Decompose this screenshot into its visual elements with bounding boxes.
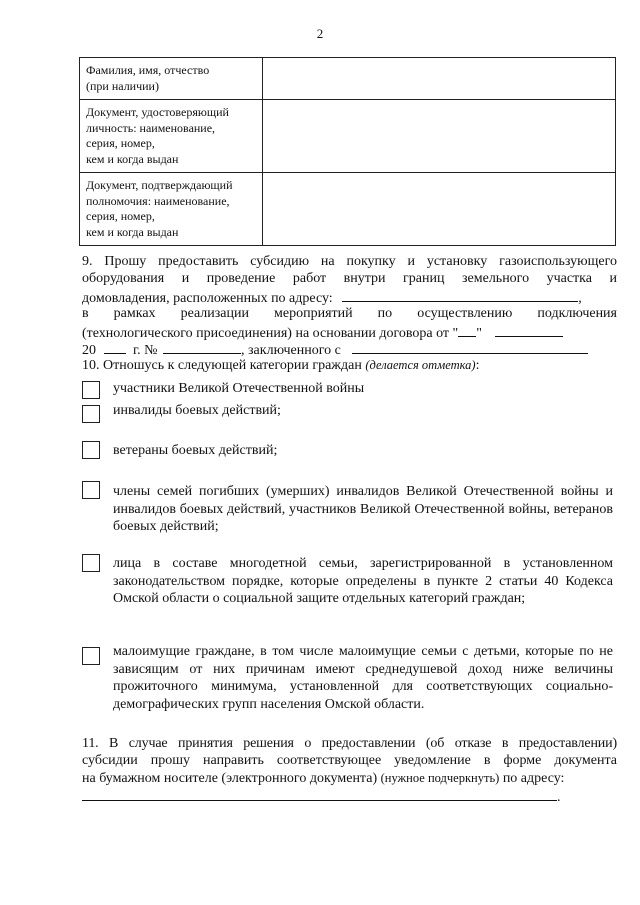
table-row (80, 173, 616, 246)
identity-document-label: Документ, удостоверяющий личность: наименование, серия, номер, кем и когда выдан (80, 100, 263, 173)
full-name-label: Фамилия, имя, отчество (при наличии) (80, 58, 263, 100)
p9-contract-line: (технологического присоединения) на основании договора от " " (82, 323, 617, 340)
table-row (80, 58, 616, 100)
checkbox-large-family[interactable] (82, 554, 100, 572)
option-low-income: малоимущие граждане, в том числе малоимущие семьи с детьми, которые по не зависящим от них причинам имеют среднедушевой доход ниже величины прожиточного минимума, установленной для соответствующих социально-демографических групп населения Омской области. (113, 644, 613, 712)
contract-number-blank[interactable] (163, 340, 241, 354)
identity-document-value[interactable] (263, 100, 616, 173)
paragraph-9 (82, 253, 617, 357)
authority-document-label: Документ, подтверждающий полномочия: наименование, серия, номер, кем и когда выдан (80, 173, 263, 246)
notification-address-blank[interactable] (82, 787, 557, 801)
option-large-family: лица в составе многодетной семьи, зарегистрированной в установленном законодательством порядке, которые определены в пункте 2 статьи 40 Кодекса Омской области о социальной защите отдельных категорий граждан; (113, 556, 613, 607)
checkbox-combat-veterans[interactable] (82, 441, 100, 459)
checkbox-low-income[interactable] (82, 647, 100, 665)
option-combat-invalids: инвалиды боевых действий; (113, 403, 281, 418)
full-name-value[interactable] (263, 58, 616, 100)
option-wwii-participants: участники Великой Отечественной войны (113, 381, 365, 396)
p9-line: в рамках реализации мероприятий по осуществлению подключения (82, 306, 617, 322)
checkbox-wwii-participants[interactable] (82, 381, 100, 399)
option-family-members: члены семей погибших (умерших) инвалидов Великой Отечественной войны и инвалидов боевых действий, участников Великой Отечественной войны, ветеранов боевых действий; (113, 484, 613, 535)
representative-table (79, 57, 616, 246)
contract-year-blank[interactable] (104, 340, 126, 354)
authority-document-value[interactable] (263, 173, 616, 246)
option-combat-veterans: ветераны боевых действий; (113, 443, 278, 458)
contract-day-blank[interactable] (458, 323, 476, 337)
paragraph-11: 11. В случае принятия решения о предоставлении (об отказе в предоставлении) субсидии прошу направить соответствующее уведомление в форме документа на бумажном носителе (электронного документа) (нужное подчеркнуть) по адресу: . (82, 736, 617, 806)
p9-address-line: домовладения, расположенных по адресу: , (82, 288, 617, 305)
contractor-blank[interactable] (352, 340, 588, 354)
p9-line: 9. Прошу предоставить субсидию на покупку и установку газоиспользующего (82, 254, 617, 269)
table-row (80, 100, 616, 173)
p9-line: оборудования и проведение работ внутри границ земельного участка и (82, 271, 617, 287)
page-number: 2 (316, 26, 324, 41)
p11-address-line: . (82, 787, 617, 804)
paragraph-10: 10. Отношусь к следующей категории граждан (делается отметка): (82, 358, 480, 373)
p9-number-line: 20 г. № , заключенного с (82, 340, 617, 357)
address-blank[interactable] (342, 288, 578, 302)
checkbox-combat-invalids[interactable] (82, 405, 100, 423)
contract-month-blank[interactable] (495, 323, 563, 337)
checkbox-family-members[interactable] (82, 481, 100, 499)
